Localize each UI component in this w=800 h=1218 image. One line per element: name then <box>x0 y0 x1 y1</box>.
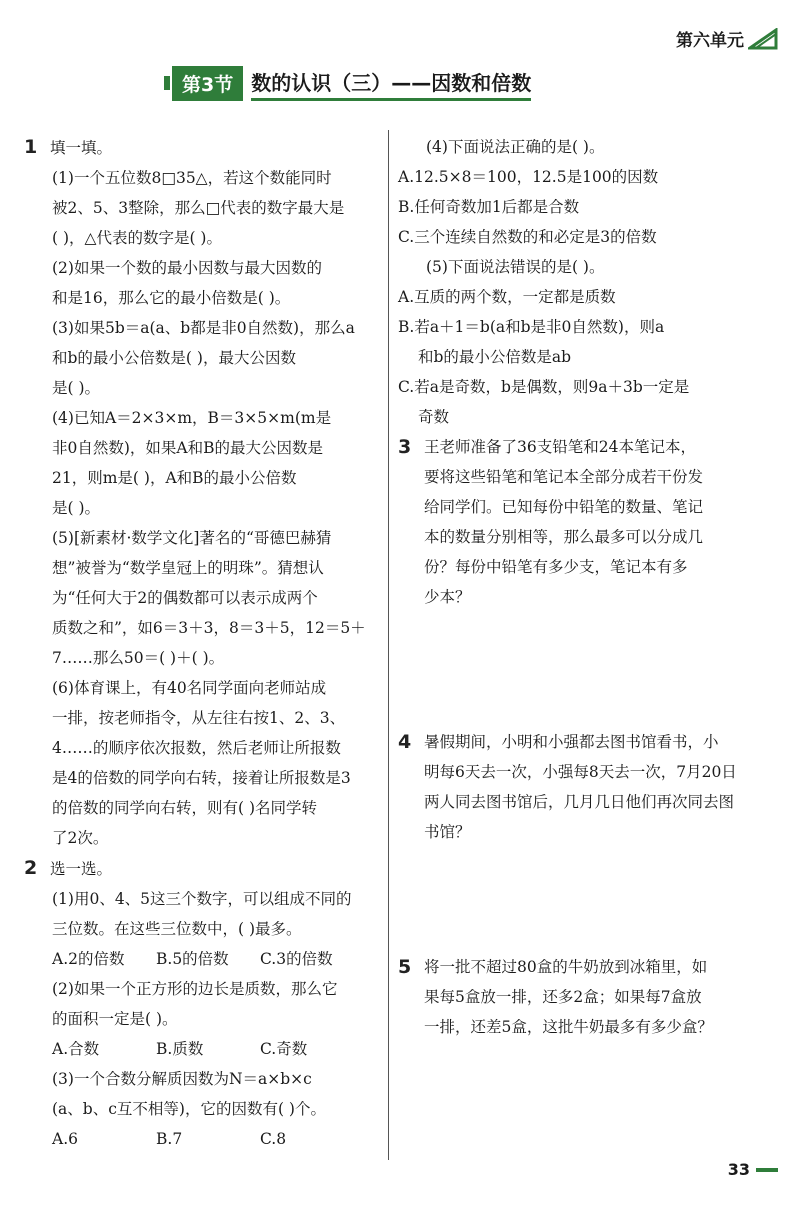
option: C.8 <box>260 1130 287 1148</box>
question-4-body <box>424 727 737 847</box>
options-list <box>398 162 778 252</box>
page-number <box>728 1160 778 1179</box>
text-line: 的倍数的同学向右转，则有( )名同学转 <box>52 799 318 817</box>
page-number-text: 33 <box>727 1160 750 1179</box>
text-line: 一排，还差5盒，这批牛奶最多有多少盒？ <box>424 1018 713 1036</box>
text-line: 书馆？ <box>424 823 471 841</box>
text-line: (1)一个五位数8□35△，若这个数能同时 <box>52 169 332 187</box>
text-line: 少本？ <box>424 588 471 606</box>
question-4 <box>398 727 778 847</box>
options-row <box>24 1124 380 1154</box>
column-divider <box>388 130 389 1160</box>
text-line: ( )，△代表的数字是( )。 <box>52 229 222 247</box>
question-number: 5 <box>398 956 412 978</box>
text-line: (2)如果一个数的最小因数与最大因数的 <box>52 259 322 277</box>
left-column <box>24 132 380 1154</box>
text-line: 暑假期间，小明和小强都去图书馆看书，小 <box>424 733 719 751</box>
question-number: 3 <box>398 436 412 458</box>
option: B.7 <box>156 1130 183 1148</box>
text-line: (3)一个合数分解质因数为N＝a×b×c <box>52 1070 312 1088</box>
question-2-part-4 <box>398 132 778 162</box>
text-line: 王老师准备了36支铅笔和24本笔记本， <box>424 438 696 456</box>
options-row <box>24 1034 380 1064</box>
option: B.5的倍数 <box>156 950 229 968</box>
text-line: 为“任何大于2的偶数都可以表示成两个 <box>52 589 318 607</box>
ruler-triangle-icon <box>748 28 778 50</box>
text-line: 一排，按老师指令，从左往右按1、2、3、 <box>52 709 346 727</box>
text-line: 本的数量分别相等，那么最多可以分成几 <box>424 528 704 546</box>
question-2-part-2 <box>24 974 380 1034</box>
text-line: 果每5盒放一排，还多2盒；如果每7盒放 <box>424 988 702 1006</box>
text-line: 三位数。在这些三位数中，( )最多。 <box>52 920 302 938</box>
text-line: 是( )。 <box>52 379 101 397</box>
text-line: 的面积一定是( )。 <box>52 1010 178 1028</box>
text-line: (4)已知A＝2×3×m，B＝3×5×m(m是 <box>52 409 332 427</box>
option: A.2的倍数 <box>52 950 125 968</box>
text-line: 非0自然数)，如果A和B的最大公因数是 <box>52 439 323 457</box>
right-column <box>398 132 778 1042</box>
text-line: (1)用0、4、5这三个数字，可以组成不同的 <box>52 890 352 908</box>
question-1-header <box>24 132 380 163</box>
text-line: 想”被誉为“数学皇冠上的明珠”。猜想认 <box>52 559 324 577</box>
text-line: 给同学们。已知每份中铅笔的数量、笔记 <box>424 498 704 516</box>
question-3 <box>398 432 778 612</box>
text-line: (5)[新素材·数学文化]著名的“哥德巴赫猜 <box>52 529 332 547</box>
question-heading: 填一填。 <box>50 139 113 157</box>
unit-label-text: 第六单元 <box>676 31 744 51</box>
option: C.奇数 <box>260 1040 308 1058</box>
option: A.合数 <box>52 1040 100 1058</box>
options-row <box>24 944 380 974</box>
question-2-body <box>24 884 380 944</box>
question-2-part-5 <box>398 252 778 282</box>
text-line: 7……那么50＝( )＋( )。 <box>52 649 225 667</box>
section-badge: 第3节 <box>172 66 243 101</box>
text-line: 将一批不超过80盒的牛奶放到冰箱里，如 <box>424 958 708 976</box>
page-number-accent <box>756 1168 778 1172</box>
question-5 <box>398 952 778 1042</box>
option: C.三个连续自然数的和必定是3的倍数 <box>398 228 657 246</box>
text-line: 21，则m是( )，A和B的最小公倍数 <box>52 469 297 487</box>
option: C.3的倍数 <box>260 950 333 968</box>
text-line: (6)体育课上，有40名同学面向老师站成 <box>52 679 327 697</box>
option-continued: 和b的最小公倍数是ab <box>418 348 572 366</box>
text-line: 是4的倍数的同学向右转，接着让所报数是3 <box>52 769 351 787</box>
option: B.任何奇数加1后都是合数 <box>398 198 580 216</box>
text-line: 被2、5、3整除，那么□代表的数字最大是 <box>52 199 345 217</box>
text-line: 和是16，那么它的最小倍数是( )。 <box>52 289 291 307</box>
text-line: (4)下面说法正确的是( )。 <box>426 138 605 156</box>
question-number: 2 <box>24 857 38 879</box>
question-1-body <box>24 163 380 853</box>
text-line: 质数之和”，如6＝3＋3，8＝3＋5，12＝5＋ <box>52 619 366 637</box>
question-number: 1 <box>24 136 38 158</box>
text-line: 是( )。 <box>52 499 101 517</box>
option: B.若a＋1＝b(a和b是非0自然数)，则a <box>398 318 665 336</box>
text-line: (a、b、c互不相等)，它的因数有( )个。 <box>52 1100 326 1118</box>
option: A.互质的两个数，一定都是质数 <box>398 288 616 306</box>
text-line: (2)如果一个正方形的边长是质数，那么它 <box>52 980 338 998</box>
text-line: 4……的顺序依次报数，然后老师让所报数 <box>52 739 341 757</box>
option: A.6 <box>52 1130 78 1148</box>
question-number: 4 <box>398 731 412 753</box>
section-header <box>172 66 531 101</box>
option: A.12.5×8＝100，12.5是100的因数 <box>398 168 659 186</box>
option-continued: 奇数 <box>418 408 450 426</box>
option: B.质数 <box>156 1040 204 1058</box>
text-line: (5)下面说法错误的是( )。 <box>426 258 605 276</box>
section-title: 数的认识（三）——因数和倍数 <box>251 67 531 101</box>
text-line: 和b的最小公倍数是( )，最大公因数 <box>52 349 296 367</box>
options-list <box>398 282 778 432</box>
option: C.若a是奇数，b是偶数，则9a＋3b一定是 <box>398 378 690 396</box>
question-3-body <box>424 432 703 612</box>
text-line: 要将这些铅笔和笔记本全部分成若干份发 <box>424 468 704 486</box>
question-heading: 选一选。 <box>50 860 113 878</box>
text-line: 明每6天去一次，小强每8天去一次，7月20日 <box>424 763 737 781</box>
unit-label <box>676 26 778 51</box>
question-5-body <box>424 952 713 1042</box>
question-2-header <box>24 853 380 884</box>
question-2-part-3 <box>24 1064 380 1124</box>
text-line: 份？每份中铅笔有多少支，笔记本有多 <box>424 558 688 576</box>
text-line: 了2次。 <box>52 829 109 847</box>
text-line: (3)如果5b＝a(a、b都是非0自然数)，那么a <box>52 319 355 337</box>
text-line: 两人同去图书馆后，几月几日他们再次同去图 <box>424 793 735 811</box>
